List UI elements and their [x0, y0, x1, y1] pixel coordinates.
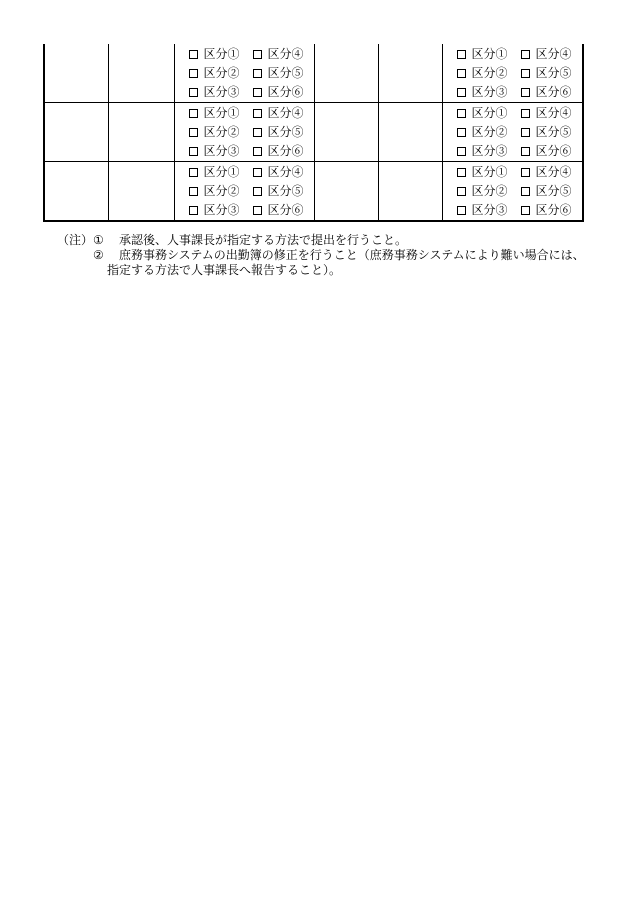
checkbox-square-icon[interactable] — [521, 128, 530, 137]
category-checkbox[interactable] — [521, 64, 585, 83]
table-row — [44, 44, 583, 103]
checkbox-line — [189, 201, 314, 220]
checkbox-label: 区分④ — [535, 46, 572, 61]
checkbox-group-right — [442, 44, 583, 103]
category-checkbox[interactable] — [457, 64, 521, 83]
cell-col-5[interactable] — [378, 103, 442, 162]
checkbox-square-icon[interactable] — [253, 50, 262, 59]
category-checkbox[interactable] — [189, 123, 253, 142]
checkbox-label: 区分② — [471, 183, 508, 198]
checkbox-line — [457, 45, 583, 64]
category-checkbox[interactable] — [457, 83, 521, 102]
checkbox-square-icon[interactable] — [253, 168, 262, 177]
category-checkbox[interactable] — [189, 104, 253, 123]
checkbox-square-icon[interactable] — [253, 69, 262, 78]
checkbox-line — [189, 182, 314, 201]
checkbox-group-right — [442, 162, 583, 222]
note-text-2: 庶務事務システムの出勤簿の修正を行うこと（庶務事務システムにより難い場合には、 — [119, 248, 585, 262]
category-checkbox[interactable] — [521, 45, 585, 64]
checkbox-group-left — [174, 44, 314, 103]
checkbox-label: 区分⑤ — [267, 65, 304, 80]
checkbox-label: 区分① — [471, 46, 508, 61]
checkbox-line — [457, 201, 583, 220]
checkbox-square-icon[interactable] — [457, 168, 466, 177]
checkbox-square-icon[interactable] — [521, 187, 530, 196]
checkbox-label: 区分② — [203, 183, 240, 198]
category-checkbox[interactable] — [253, 163, 317, 182]
category-checkbox[interactable] — [457, 45, 521, 64]
checkbox-label: 区分③ — [203, 202, 240, 217]
checkbox-group-left — [174, 162, 314, 222]
cell-col-2[interactable] — [108, 162, 174, 222]
checkbox-line — [457, 104, 583, 123]
checkbox-label: 区分⑤ — [535, 183, 572, 198]
cell-col-4[interactable] — [314, 162, 378, 222]
cell-col-1[interactable] — [44, 162, 108, 222]
category-checkbox[interactable] — [521, 163, 585, 182]
cell-col-2[interactable] — [108, 103, 174, 162]
checkbox-square-icon[interactable] — [521, 206, 530, 215]
cell-col-2[interactable] — [108, 44, 174, 103]
category-checkbox[interactable] — [189, 163, 253, 182]
checkbox-square-icon[interactable] — [521, 109, 530, 118]
checkbox-label: 区分② — [203, 65, 240, 80]
checkbox-block — [443, 104, 583, 161]
checkbox-square-icon[interactable] — [457, 50, 466, 59]
checkbox-label: 区分④ — [267, 105, 304, 120]
notes-prefix: （注） — [57, 233, 94, 247]
notes-section — [57, 233, 597, 278]
category-checkbox[interactable] — [457, 123, 521, 142]
checkbox-label: 区分③ — [471, 202, 508, 217]
checkbox-group-right — [442, 103, 583, 162]
checkbox-square-icon[interactable] — [521, 147, 530, 156]
category-checkbox[interactable] — [521, 201, 585, 220]
checkbox-square-icon[interactable] — [457, 187, 466, 196]
checkbox-label: 区分① — [203, 46, 240, 61]
checkbox-label: 区分⑤ — [267, 183, 304, 198]
checkbox-label: 区分⑥ — [535, 84, 572, 99]
checkbox-label: 区分③ — [471, 143, 508, 158]
checkbox-block — [175, 104, 314, 161]
cell-col-5[interactable] — [378, 44, 442, 103]
checkbox-square-icon[interactable] — [189, 147, 198, 156]
checkbox-label: 区分③ — [203, 143, 240, 158]
category-checkbox[interactable] — [457, 182, 521, 201]
checkbox-line — [189, 142, 314, 161]
checkbox-label: 区分④ — [535, 105, 572, 120]
note-text-1: 承認後、人事課長が指定する方法で提出を行うこと。 — [119, 233, 408, 247]
checkbox-square-icon[interactable] — [253, 128, 262, 137]
checkbox-block — [175, 45, 314, 102]
checkbox-square-icon[interactable] — [457, 147, 466, 156]
checkbox-square-icon[interactable] — [457, 69, 466, 78]
checkbox-square-icon[interactable] — [457, 128, 466, 137]
checkbox-line — [189, 64, 314, 83]
category-checkbox[interactable] — [189, 182, 253, 201]
checkbox-label: 区分① — [471, 164, 508, 179]
checkbox-label: 区分② — [471, 124, 508, 139]
category-checkbox[interactable] — [457, 104, 521, 123]
category-checkbox[interactable] — [253, 123, 317, 142]
checkbox-block — [443, 45, 583, 102]
category-checkbox[interactable] — [253, 201, 317, 220]
checkbox-label: 区分④ — [267, 46, 304, 61]
category-checkbox[interactable] — [253, 142, 317, 161]
category-checkbox[interactable] — [521, 182, 585, 201]
category-checkbox[interactable] — [521, 83, 585, 102]
checkbox-label: 区分⑤ — [535, 124, 572, 139]
table-row — [44, 103, 583, 162]
checkbox-line — [189, 83, 314, 102]
checkbox-label: 区分⑤ — [535, 65, 572, 80]
category-checkbox[interactable] — [457, 201, 521, 220]
checkbox-square-icon[interactable] — [189, 109, 198, 118]
checkbox-square-icon[interactable] — [189, 69, 198, 78]
category-checkbox[interactable] — [521, 123, 585, 142]
checkbox-square-icon[interactable] — [189, 88, 198, 97]
checkbox-line — [457, 142, 583, 161]
checkbox-label: 区分⑥ — [267, 84, 304, 99]
cell-col-1[interactable] — [44, 103, 108, 162]
checkbox-line — [457, 123, 583, 142]
checkbox-block — [443, 163, 583, 220]
category-checkbox[interactable] — [253, 45, 317, 64]
cell-col-5[interactable] — [378, 162, 442, 222]
checkbox-line — [189, 104, 314, 123]
checkbox-line — [457, 182, 583, 201]
form-table — [43, 44, 584, 222]
checkbox-label: 区分③ — [203, 84, 240, 99]
checkbox-square-icon[interactable] — [521, 69, 530, 78]
note-row-2 — [57, 248, 597, 278]
note-text-2-continued: 指定する方法で人事課長へ報告すること）。 — [107, 263, 342, 277]
checkbox-square-icon[interactable] — [189, 206, 198, 215]
checkbox-label: 区分① — [203, 105, 240, 120]
checkbox-square-icon[interactable] — [457, 109, 466, 118]
note-number-1: ① — [93, 233, 104, 247]
checkbox-line — [189, 163, 314, 182]
category-checkbox[interactable] — [189, 45, 253, 64]
checkbox-label: 区分① — [203, 164, 240, 179]
checkbox-line — [457, 83, 583, 102]
category-checkbox[interactable] — [253, 83, 317, 102]
checkbox-square-icon[interactable] — [189, 50, 198, 59]
checkbox-label: 区分① — [471, 105, 508, 120]
table-row — [44, 162, 583, 222]
checkbox-square-icon[interactable] — [521, 168, 530, 177]
checkbox-square-icon[interactable] — [457, 206, 466, 215]
checkbox-label: 区分④ — [535, 164, 572, 179]
checkbox-square-icon[interactable] — [189, 187, 198, 196]
cell-col-4[interactable] — [314, 103, 378, 162]
checkbox-label: 区分⑥ — [267, 202, 304, 217]
checkbox-label: 区分③ — [471, 84, 508, 99]
category-checkbox[interactable] — [189, 142, 253, 161]
table-body — [44, 44, 583, 221]
checkbox-label: 区分⑥ — [535, 202, 572, 217]
checkbox-square-icon[interactable] — [189, 168, 198, 177]
checkbox-label: 区分⑥ — [267, 143, 304, 158]
checkbox-label: 区分⑤ — [267, 124, 304, 139]
checkbox-square-icon[interactable] — [253, 88, 262, 97]
category-checkbox[interactable] — [521, 104, 585, 123]
cell-col-1[interactable] — [44, 44, 108, 103]
checkbox-square-icon[interactable] — [521, 88, 530, 97]
checkbox-square-icon[interactable] — [253, 147, 262, 156]
category-checkbox[interactable] — [457, 142, 521, 161]
checkbox-square-icon[interactable] — [521, 50, 530, 59]
checkbox-line — [457, 64, 583, 83]
checkbox-label: 区分② — [471, 65, 508, 80]
checkbox-square-icon[interactable] — [253, 187, 262, 196]
note-number-2: ② — [93, 248, 104, 262]
checkbox-label: 区分⑥ — [535, 143, 572, 158]
category-checkbox[interactable] — [253, 64, 317, 83]
category-checkbox[interactable] — [253, 182, 317, 201]
category-checkbox[interactable] — [189, 83, 253, 102]
checkbox-label: 区分② — [203, 124, 240, 139]
category-checkbox[interactable] — [189, 64, 253, 83]
checkbox-square-icon[interactable] — [189, 128, 198, 137]
checkbox-group-left — [174, 103, 314, 162]
checkbox-square-icon[interactable] — [457, 88, 466, 97]
category-checkbox[interactable] — [253, 104, 317, 123]
checkbox-square-icon[interactable] — [253, 109, 262, 118]
checkbox-block — [175, 163, 314, 220]
checkbox-line — [189, 45, 314, 64]
category-checkbox[interactable] — [189, 201, 253, 220]
note-row-1 — [57, 233, 597, 248]
category-checkbox[interactable] — [521, 142, 585, 161]
checkbox-square-icon[interactable] — [253, 206, 262, 215]
checkbox-label: 区分④ — [267, 164, 304, 179]
checkbox-line — [189, 123, 314, 142]
checkbox-line — [457, 163, 583, 182]
cell-col-4[interactable] — [314, 44, 378, 103]
category-checkbox[interactable] — [457, 163, 521, 182]
